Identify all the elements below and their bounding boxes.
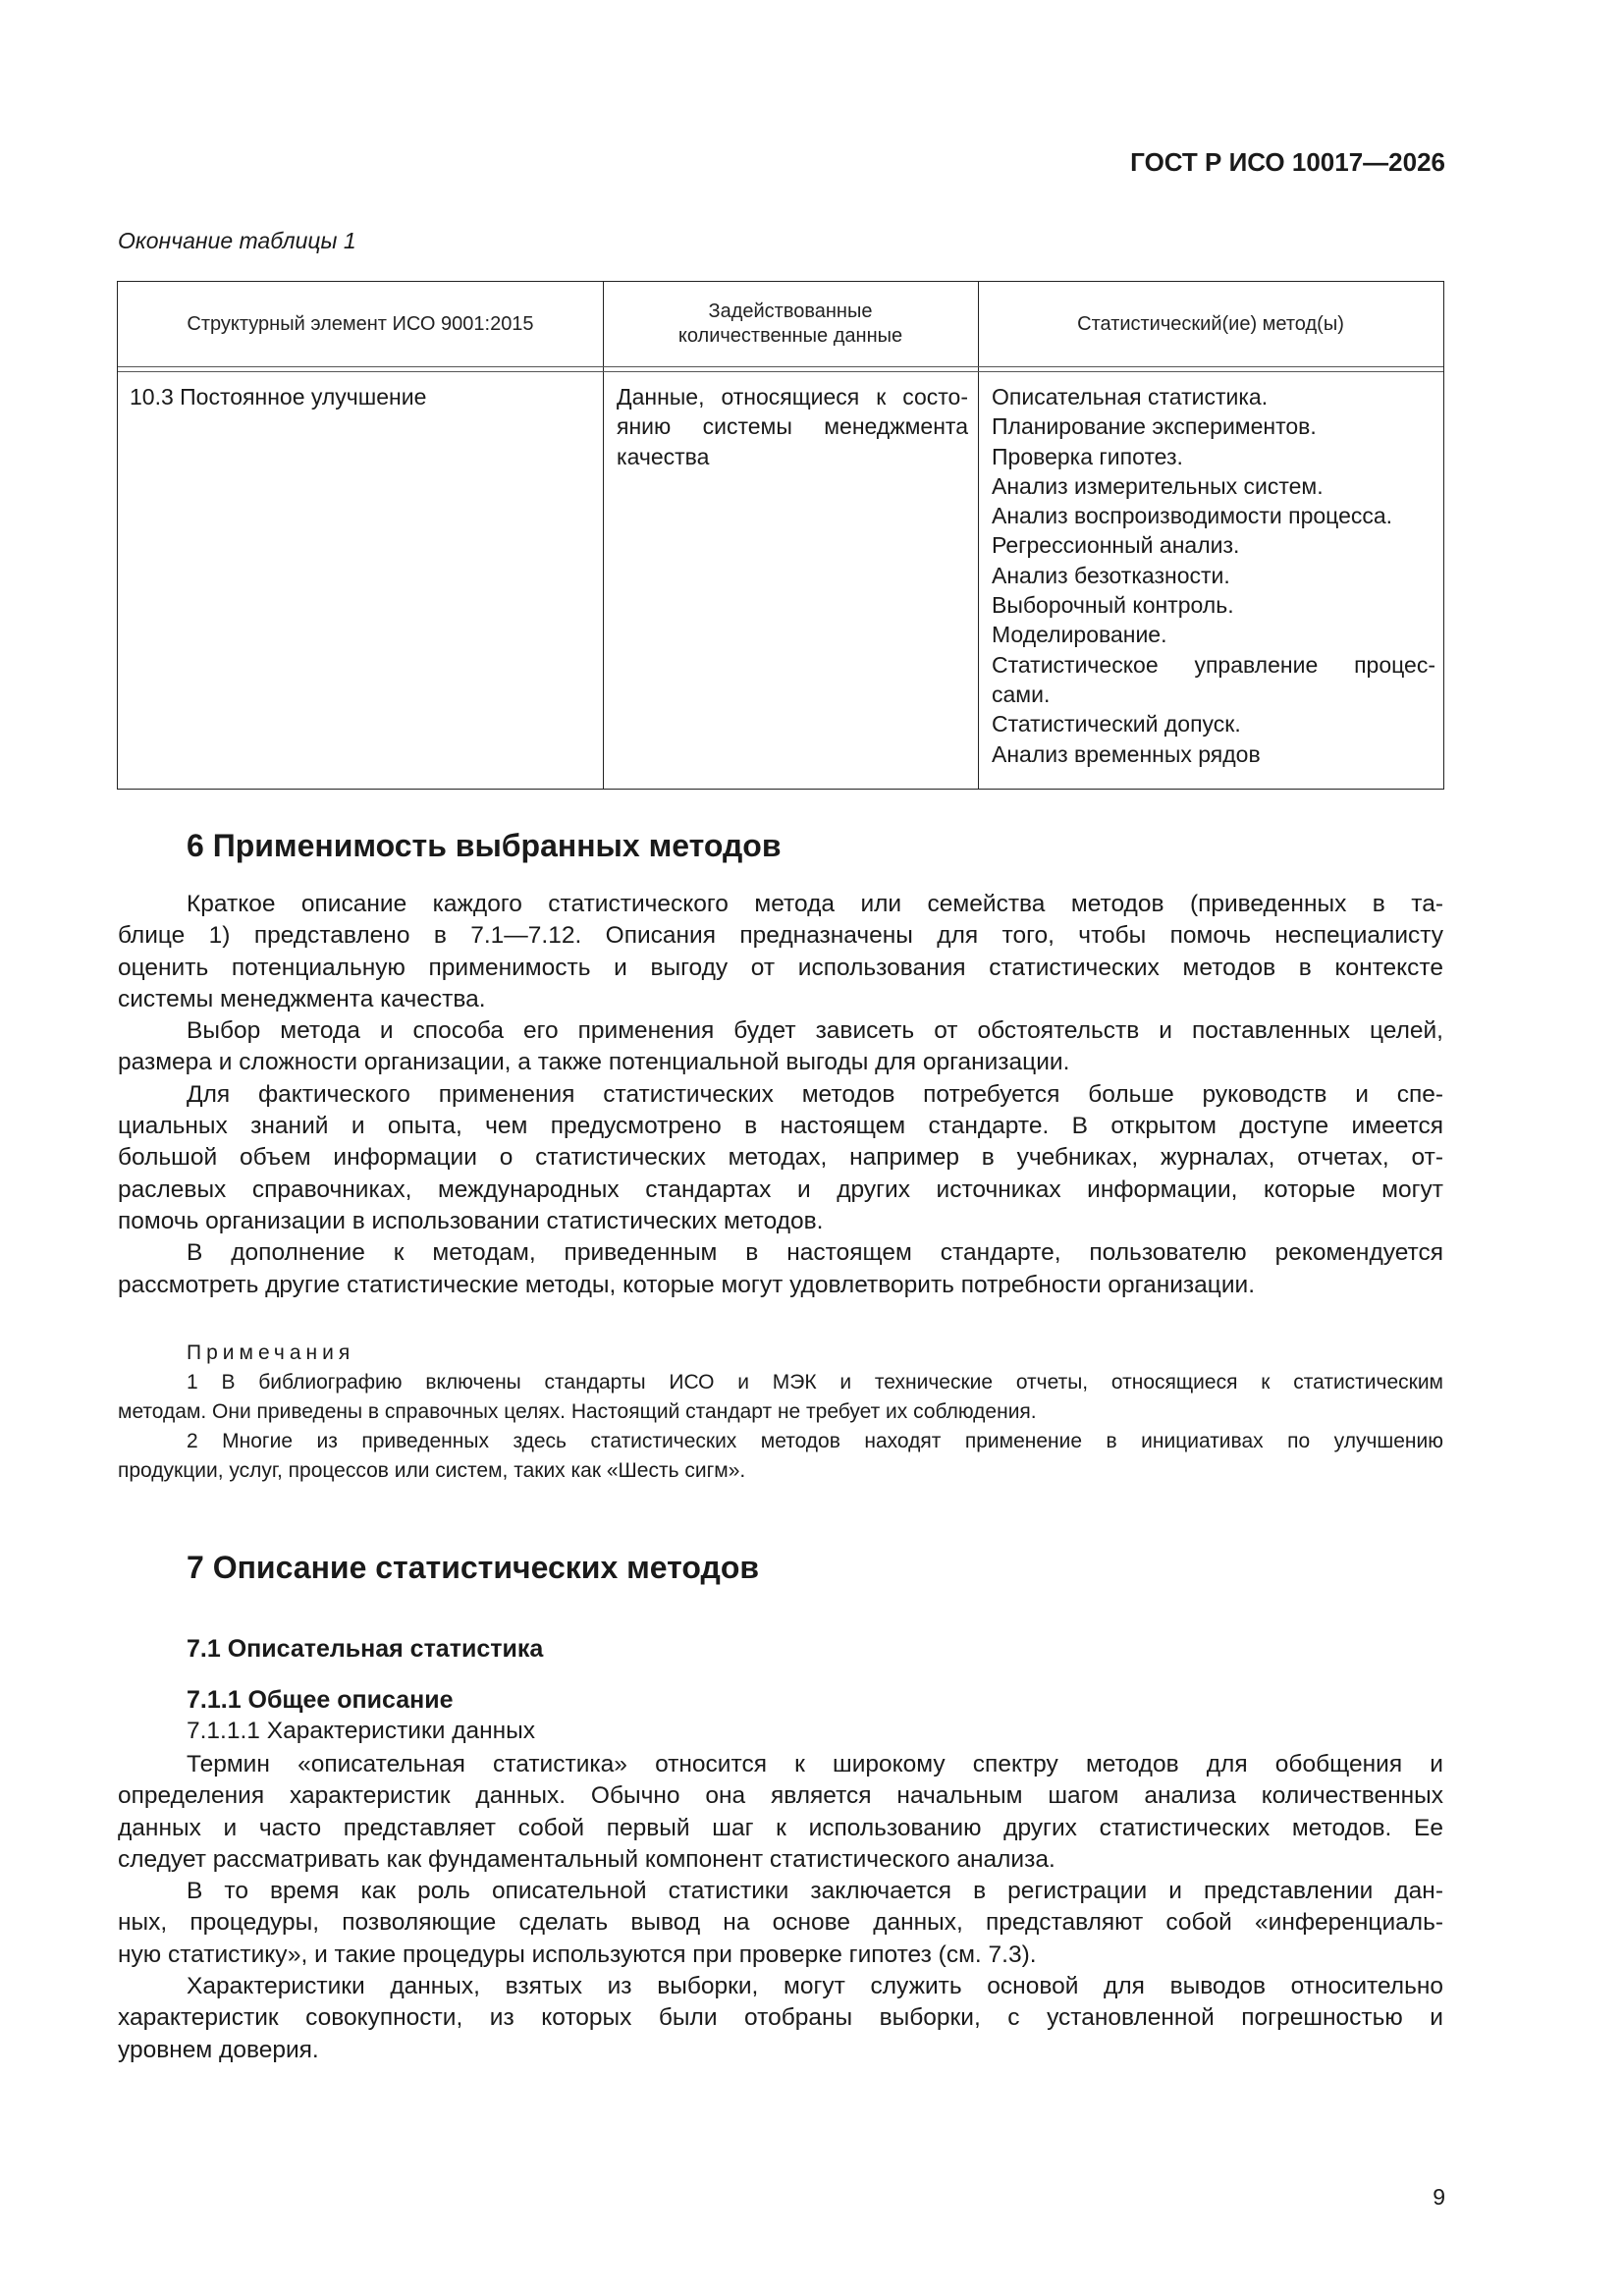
note-line: методам. Они приведены в справочных целях. Настоящий стандарт не требует их соблюдения. [118,1400,1037,1423]
method-item: Моделирование. [992,622,1167,648]
method-item: Планирование экспериментов. [992,413,1317,440]
method-item: Анализ воспроизводимости процесса. [992,503,1393,529]
table-header-divider [118,371,1443,372]
table-cell-data [617,382,968,471]
method-item: Регрессионный анализ. [992,532,1240,559]
text-line: рассмотреть другие статистические методы, которые могут удовлетворить потребности организации. [118,1271,1255,1298]
text-line: большой объем информации о статистических методах, например в учебниках, журналах, отчетах, от- [118,1144,1443,1172]
table-cell-methods [992,382,1435,769]
standard-code: ГОСТ Р ИСО 10017—2026 [1130,147,1445,177]
table-header-element: Структурный элемент ИСО 9001:2015 [187,312,534,335]
text-line: системы менеджмента качества. [118,985,486,1012]
method-item: Выборочный контроль. [992,592,1234,619]
subsection-7-1-1-heading: 7.1.1 Общее описание [187,1686,454,1714]
method-item: Проверка гипотез. [992,443,1183,469]
text-line: Выбор метода и способа его применения будет зависеть от обстоятельств и поставленных целей, [187,1017,1443,1045]
text-line: блице 1) представлено в 7.1—7.12. Описания предназначены для того, чтобы помочь неспециалисту [118,922,1443,950]
text-line: помочь организации в использовании статистических методов. [118,1207,824,1234]
methods-table [117,281,1444,790]
text-line: В дополнение к методам, приведенным в настоящем стандарте, пользователю рекомендуется [187,1239,1443,1267]
text-line: Характеристики данных, взятых из выборки, могут служить основой для выводов относительно [187,1973,1443,2000]
method-item: Анализ безотказности. [992,562,1230,588]
method-item: Статистический допуск. [992,711,1241,738]
cell-line: качества [617,443,710,469]
method-item: Описательная статистика. [992,384,1269,410]
table-header-divider [118,366,1443,367]
text-line: ную статистику», и такие процедуры используются при проверке гипотез (см. 7.3). [118,1941,1037,1968]
table-header-methods: Статистический(ие) метод(ы) [1077,312,1344,335]
method-item: Статистическое управление процес- [992,651,1435,678]
text-line: раслевых справочниках, международных стандартах и других источниках информации, которые могут [118,1175,1443,1203]
text-line: размера и сложности организации, а также потенциальной выгоды для организации. [118,1049,1070,1076]
page-number: 9 [1433,2184,1445,2210]
method-item: Анализ временных рядов [992,740,1261,767]
note-line: 2 Многие из приведенных здесь статистических методов находят применение в инициативах по улучшению [187,1430,1443,1452]
text-line: данных и часто представляет собой первый шаг к использованию других статистических методов. Ее [118,1814,1443,1841]
text-line: циальных знаний и опыта, чем предусмотрено в настоящем стандарте. В открытом доступе имеется [118,1113,1443,1140]
text-line: уровнем доверия. [118,2036,319,2063]
method-item: сами. [992,681,1051,707]
subsection-7-1-heading: 7.1 Описательная статистика [187,1635,544,1663]
note-line: 1 В библиографию включены стандарты ИСО и МЭК и технические отчеты, относящиеся к статистическим [187,1371,1443,1394]
subsection-7-1-1-1-heading: 7.1.1.1 Характеристики данных [187,1718,536,1744]
cell-line: Данные, относящиеся к состо- [617,384,968,410]
text-line: ных, процедуры, позволяющие сделать вывод на основе данных, представляют собой «инференциаль- [118,1909,1443,1937]
text-line: следует рассматривать как фундаментальный компонент статистического анализа. [118,1845,1055,1873]
table-cell-element [130,382,426,411]
section-7-body [118,1749,1443,2066]
text-line: В то время как роль описательной статистики заключается в регистрации и представлении дан- [187,1878,1443,1905]
cell-text: 10.3 Постоянное улучшение [130,384,427,410]
section-6-heading: 6 Применимость выбранных методов [187,828,782,863]
text-line: характеристик совокупности, из которых были отобраны выборки, с установленной погрешностью и [118,2004,1443,2032]
note-line: продукции, услуг, процессов или систем, таких как «Шесть сигм». [118,1459,746,1482]
text-line: оценить потенциальную применимость и выгоду от использования статистических методов в контексте [118,954,1443,981]
method-item: Анализ измерительных систем. [992,472,1324,499]
text-line: Термин «описательная статистика» относится к широкому спектру методов для обобщения и [187,1751,1443,1777]
section-7-heading: 7 Описание статистических методов [187,1550,760,1585]
text-line: определения характеристик данных. Обычно она является начальным шагом анализа количественных [118,1782,1443,1810]
table-header-data: Задействованные количественные данные [677,301,903,347]
cell-line: янию системы менеджмента [617,413,968,440]
notes-title: Примечания [187,1341,355,1364]
notes-block [118,1339,1443,1486]
section-6-body [118,889,1443,1301]
text-line: Краткое описание каждого статистического метода или семейства методов (приведенных в та- [187,891,1443,917]
text-line: Для фактического применения статистических методов потребуется больше руководств и спе- [187,1080,1443,1108]
table-caption: Окончание таблицы 1 [118,228,356,253]
